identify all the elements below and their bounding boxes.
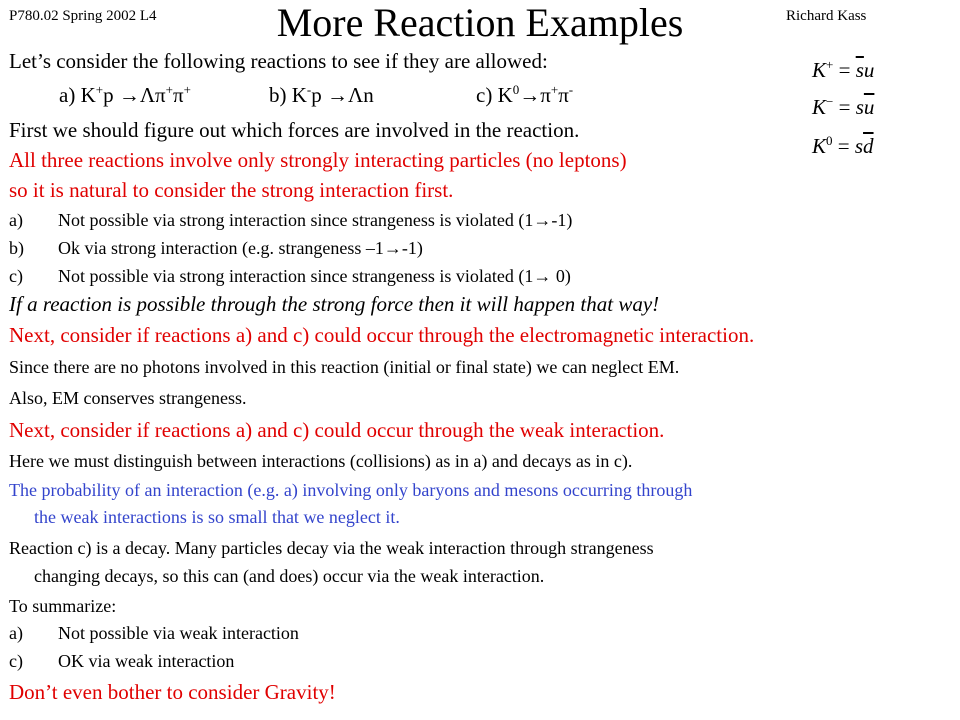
reaction-c-label: c) K	[476, 83, 513, 107]
strong-item-a-label: a)	[9, 210, 23, 230]
kaon-zero-eq: =	[837, 134, 850, 158]
summary-item-c	[9, 650, 234, 672]
weak-distinguish-text: Here we must distinguish between interactions (collisions) as in a) and decays as in c).	[9, 451, 633, 471]
em-next-text: Next, consider if reactions a) and c) could occur through the electromagnetic interaction.	[9, 323, 755, 347]
reaction-b-rest: p →Λn	[311, 83, 374, 107]
strong-item-b-text: Ok via strong interaction (e.g. strangeness –1→-1)	[58, 238, 423, 258]
kaon-zero-quarks	[812, 134, 874, 158]
kaon-minus-antiquark: $\overline{u}$	[863, 95, 875, 119]
author-label: Richard Kass	[786, 8, 867, 24]
strong-item-b-label: b)	[9, 238, 24, 258]
reaction-b	[269, 83, 374, 107]
kaon-plus-eq: =	[838, 58, 851, 82]
reaction-c-mid: →π	[519, 83, 551, 107]
kaon-plus-quark: u	[863, 58, 875, 82]
kaon-minus-quarks	[812, 95, 874, 119]
strong-item-a	[9, 209, 572, 231]
reaction-c-sup: 0	[512, 82, 520, 97]
kaon-minus-quark: s	[855, 95, 864, 119]
weak-probability-line-1: The probability of an interaction (e.g. a) involving only baryons and mesons occurring through	[9, 480, 693, 500]
strong-item-a-text: Not possible via strong interaction since strangeness is violated (1→-1)	[58, 210, 573, 230]
course-label: P780.02 Spring 2002 L4	[9, 8, 157, 24]
reaction-c-sup2: +	[550, 82, 559, 97]
kaon-zero-antiquark: $\overline{d}$	[863, 134, 874, 158]
reaction-a-pi: π	[173, 83, 184, 107]
em-strangeness-text: Also, EM conserves strangeness.	[9, 388, 247, 408]
decay-line-1: Reaction c) is a decay. Many particles decay via the weak interaction through strangeness	[9, 538, 654, 558]
summary-item-c-label: c)	[9, 651, 23, 671]
reaction-a-sup1: +	[95, 82, 104, 97]
kaon-minus-charge: −	[826, 94, 834, 109]
strong-item-c	[9, 265, 571, 287]
forces-text: First we should figure out which forces are involved in the reaction.	[9, 118, 580, 142]
kaon-zero-charge: 0	[826, 133, 833, 148]
kaon-minus-eq: =	[838, 95, 851, 119]
reaction-c-pi: π	[558, 83, 569, 107]
summary-item-a	[9, 622, 299, 644]
weak-next-text: Next, consider if reactions a) and c) could occur through the weak interaction.	[9, 418, 665, 442]
summary-item-c-text: OK via weak interaction	[58, 651, 235, 671]
decay-line-2: changing decays, so this can (and does) occur via the weak interaction.	[34, 566, 545, 586]
kaon-plus-symbol: K	[812, 58, 827, 82]
strong-item-c-label: c)	[9, 266, 23, 286]
intro-text: Let’s consider the following reactions to see if they are allowed:	[9, 49, 548, 73]
reaction-c	[476, 83, 573, 107]
reaction-b-sup: -	[306, 82, 312, 97]
strong-item-c-text: Not possible via strong interaction since strangeness is violated (1→ 0)	[58, 266, 571, 286]
summary-item-a-label: a)	[9, 623, 23, 643]
reaction-a-mid: p →Λπ	[103, 83, 166, 107]
strong-item-b	[9, 237, 423, 259]
kaon-minus-symbol: K	[812, 95, 827, 119]
gravity-text: Don’t even bother to consider Gravity!	[9, 680, 336, 704]
strong-line-2: so it is natural to consider the strong interaction first.	[9, 178, 454, 202]
reaction-a-label: a) K	[59, 83, 96, 107]
weak-probability-line-2: the weak interactions is so small that we neglect it.	[34, 507, 400, 527]
kaon-plus-antiquark: $\overline{s}$	[855, 58, 864, 82]
kaon-plus-charge: +	[826, 57, 834, 72]
em-photons-text: Since there are no photons involved in this reaction (initial or final state) we can neglect EM.	[9, 357, 680, 377]
strong-force-conclusion: If a reaction is possible through the strong force then it will happen that way!	[9, 292, 660, 316]
reaction-b-label: b) K	[269, 83, 307, 107]
reaction-a-sup3: +	[183, 82, 191, 97]
reaction-c-sup3: -	[568, 82, 574, 97]
strong-line-1: All three reactions involve only strongly interacting particles (no leptons)	[9, 148, 627, 172]
kaon-zero-quark: s	[854, 134, 864, 158]
kaon-plus-quarks	[812, 58, 874, 82]
slide-title: More Reaction Examples	[276, 0, 684, 45]
summary-heading: To summarize:	[9, 596, 117, 616]
summary-item-a-text: Not possible via weak interaction	[58, 623, 299, 643]
reaction-a	[59, 83, 191, 107]
kaon-zero-symbol: K	[812, 134, 827, 158]
reaction-a-sup2: +	[165, 82, 174, 97]
